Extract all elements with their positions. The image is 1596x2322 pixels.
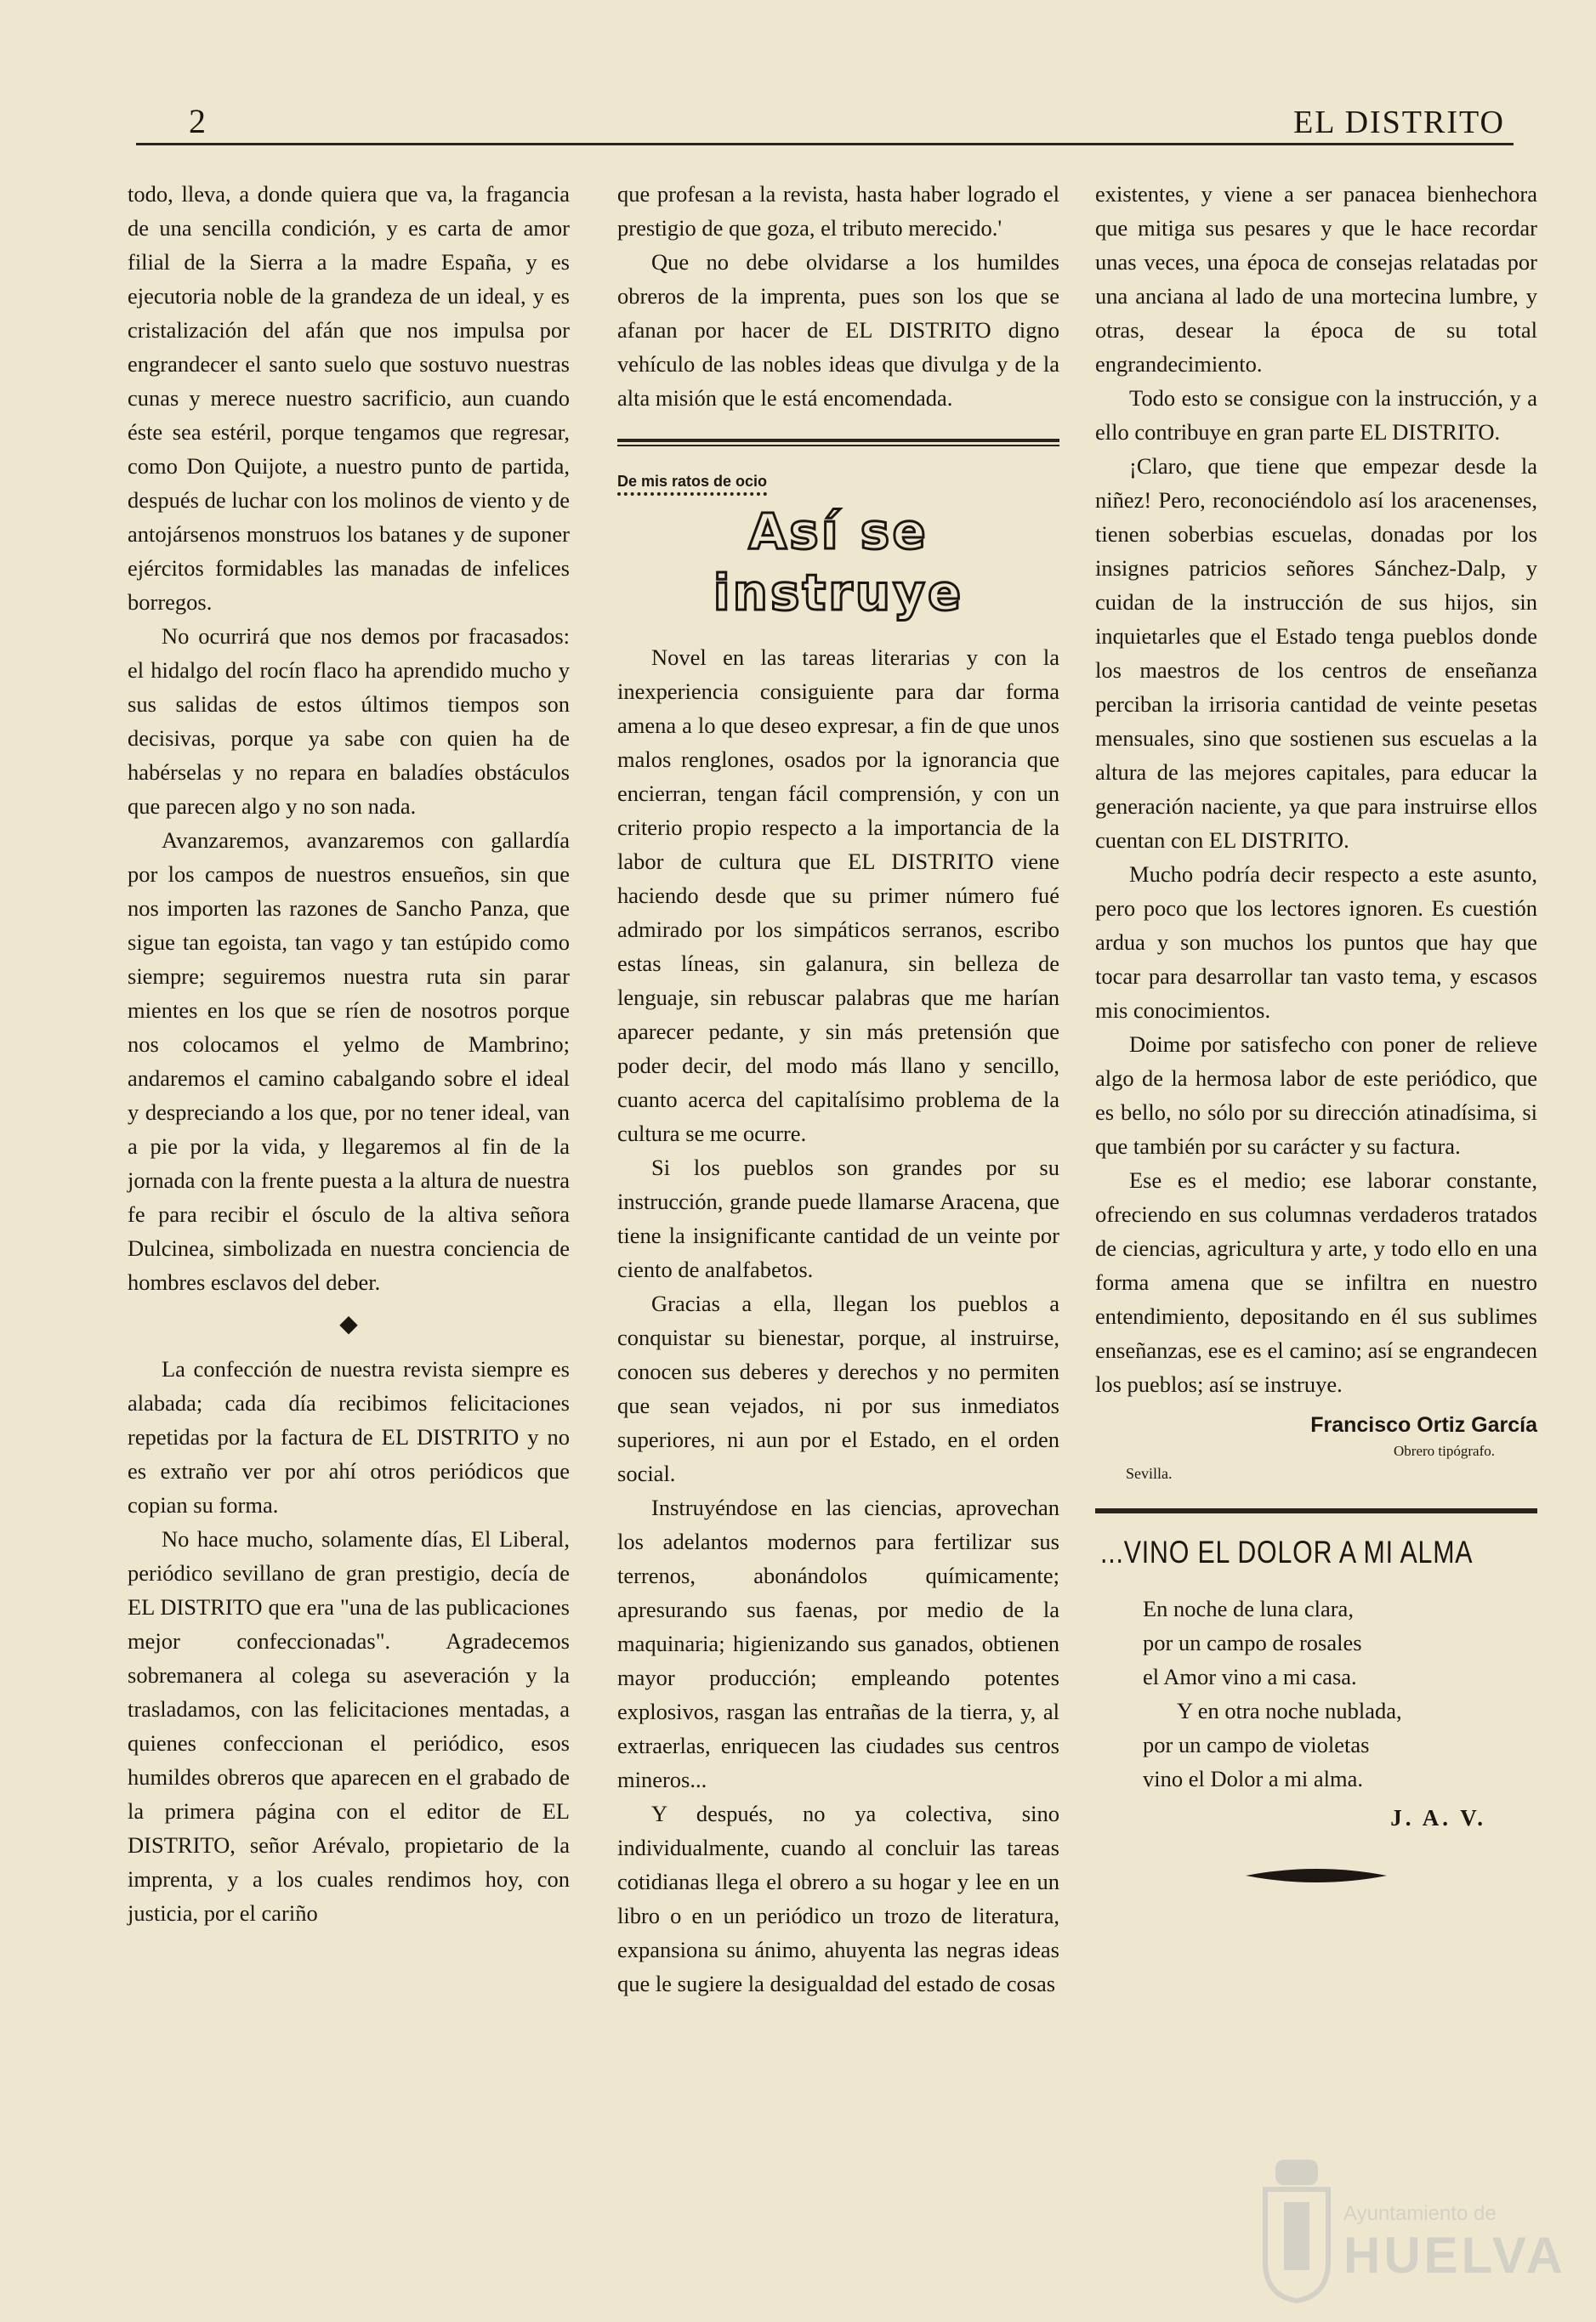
poem-line: el Amor vino a mi casa.	[1143, 1664, 1357, 1689]
page-number: 2	[189, 102, 206, 140]
paragraph: existentes, y viene a ser panacea bienhechora que mitiga sus pesares y que le hace recordar unas veces, una época de consejas relatadas por una anciana al lado de una mortecina lumbre, y otras, desear la época de su total engrandecimiento.	[1095, 181, 1537, 377]
author-role: Obrero tipógrafo.	[1394, 1443, 1495, 1459]
paragraph: Novel en las tareas literarias y con la inexperiencia consiguiente para dar forma amena a lo que deseo expresar, a fin de que unos malos renglones, osados por la ignorancia que encierran, tengan fácil comprensión, y con un criterio propio respecto a la importancia de la labor de cultura que EL DISTRITO viene haciendo desde que su primer número fué admirado por los simpáticos serranos, escribo estas líneas, sin galanura, sin belleza de lenguaje, sin rebuscar palabras que me harían aparecer pedante, y sin más pretensión que poder decir, del modo más llano y sencillo, cuanto acerca del capitalísimo problema de la cultura se me ocurre.	[617, 644, 1059, 1146]
poem-signature: J. A. V.	[1390, 1805, 1486, 1831]
watermark-line1: Ayuntamiento de	[1343, 2202, 1497, 2225]
paragraph: todo, lleva, a donde quiera que va, la fragancia de una sencilla condición, y es carta de amor filial de la Sierra a la madre España, y es ejecutoria noble de la grandeza de un ideal, y es cristalización del afán que nos impulsa por engrandecer el santo suelo que sostuvo nuestras cunas y merece nuestro sacrificio, aun cuando éste sea estéril, porque tengamos que regresar, como Don Quijote, a nuestro punto de partida, después de luchar con los molinos de viento y de antojársenos monstruos los batanes y de suponer ejércitos formidables las manadas de infelices borregos.	[128, 181, 570, 615]
paragraph: que profesan a la revista, hasta haber logrado el prestigio de que goza, el tributo merecido.'	[617, 181, 1059, 241]
end-ornament-icon	[1244, 1865, 1389, 1886]
paragraph: Gracias a ella, llegan los pueblos a conquistar su bienestar, porque, al instruirse, conocen sus deberes y derechos y no permiten que sean vejados, ni por sus inmediatos superiores, ni aun por el Estado, en el orden social.	[617, 1291, 1059, 1486]
masthead: EL DISTRITO	[1293, 105, 1505, 140]
paragraph: La confección de nuestra revista siempre es alabada; cada día recibimos felicitaciones repetidas por la factura de EL DISTRITO y no es extraño ver por ahí otros periódicos que copian su forma.	[128, 1356, 570, 1518]
poem-title: ...VINO EL DOLOR A MI ALMA	[1100, 1535, 1474, 1570]
paragraph: Que no debe olvidarse a los humildes obreros de la imprenta, pues son los que se afanan por hacer de EL DISTRITO digno vehículo de las nobles ideas que divulga y de la alta misión que le está encomendada.	[617, 249, 1059, 411]
paragraph: Ese es el medio; ese laborar constante, ofreciendo en sus columnas verdaderos tratados de ciencias, agricultura y arte, y todo ello en una forma amena que se infiltra en nuestro entendimiento, depositando en él sus sublimes enseñanzas, ese es el camino; así se engrandecen los pueblos; así se instruye.	[1095, 1167, 1537, 1397]
poem	[1095, 1592, 1537, 1796]
watermark-logo	[1258, 2151, 1566, 2313]
paragraph: No ocurrirá que nos demos por fracasados: el hidalgo del rocín flaco ha aprendido mucho y sus salidas de estos últimos tiempos son decisivas, porque ya sabe con quien ha de habérselas y no repara en baladíes obstáculos que parecen algo y no son nada.	[128, 623, 570, 819]
poem-line: por un campo de violetas	[1143, 1732, 1370, 1757]
paragraph: Avanzaremos, avanzaremos con gallardía por los campos de nuestros ensueños, sin que nos importen las razones de Sancho Panza, que sigue tan egoista, tan vago y tan estúpido como siempre; seguiremos nuestra ruta sin parar mientes en los que se ríen de nosotros porque nos colocamos el yelmo de Mambrino; andaremos el camino cabalgando sobre el ideal y despreciando a los que, por no tener ideal, van a pie por la vida, y llegaremos al fin de la jornada con la frente puesta a la altura de nuestra fe para recibir el ósculo de la altiva señora Dulcinea, simbolizada en nuestra conciencia de hombres esclavos del deber.	[128, 827, 570, 1295]
article-title: Así se instruye	[713, 502, 964, 622]
paragraph: Si los pueblos son grandes por su instrucción, grande puede llamarse Aracena, que tiene la insignificante cantidad de un veinte por ciento de analfabetos.	[617, 1155, 1059, 1282]
paragraph: Doime por satisfecho con poner de relieve algo de la hermosa labor de este periódico, que es bello, no sólo por su dirección atinadísima, si que también por su carácter y su factura.	[1095, 1031, 1537, 1159]
poem-line: vino el Dolor a mi alma.	[1143, 1766, 1364, 1791]
thick-rule	[1095, 1508, 1537, 1513]
page-header	[136, 100, 1514, 145]
author-signature: Francisco Ortiz García	[1310, 1413, 1537, 1437]
paragraph: Instruyéndose en las ciencias, aprovechan los adelantos modernos para fertilizar sus terrenos, abonándolos químicamente; apresurando sus faenas, por medio de la maquinaria; higienizando sus ganados, obtienen mayor producción; empleando potentes explosivos, rasgan las entrañas de la tierra, y, al extraerlas, enriquecen las ciudades sus centros mineros...	[617, 1495, 1059, 1792]
column-3	[1095, 177, 1537, 1886]
paragraph: No hace mucho, solamente días, El Liberal, periódico sevillano de gran prestigio, decía de EL DISTRITO que era "una de las publicaciones mejor confeccionadas". Agradecemos sobremanera al colega su aseveración y la trasladamos, con las felicitaciones mentadas, a quienes confeccionan el periódico, esos humildes obreros que aparecen en el grabado de la primera página con el editor de EL DISTRITO, señor Arévalo, propietario de la imprenta, y a los cuales rendimos hoy, con justicia, por el cariño	[128, 1526, 570, 1926]
double-rule	[617, 439, 1059, 446]
paragraph: Y después, no ya colectiva, sino individualmente, cuando al concluir las tareas cotidianas llega el obrero a su hogar y lee en un libro o en un periódico un trozo de literatura, expansiona su ánimo, ahuyenta las negras ideas que le sugiere la desigualdad del estado de cosas	[617, 1801, 1059, 1996]
diamond-separator-icon: ◆	[339, 1311, 358, 1337]
column-1	[128, 177, 570, 1930]
coat-of-arms-icon	[1258, 2151, 1335, 2304]
paragraph: ¡Claro, que tiene que empezar desde la niñez! Pero, reconociéndolo así los aracenenses, tienen soberbias escuelas, donadas por los insignes patricios señores Sánchez-Dalp, y cuidan de la instrucción de sus hijos, sin inquietarles que el Estado tenga pueblos donde los maestros de los centros de enseñanza perciban la irrisoria cantidad de veinte pesetas mensuales, sino que sostienen sus escuelas a la altura de las mejores capitales, para educar la generación naciente, ya que para instruirse ellos cuentan con EL DISTRITO.	[1095, 453, 1537, 853]
poem-line: En noche de luna clara,	[1143, 1596, 1354, 1621]
watermark-line2: HUELVA	[1343, 2227, 1566, 2284]
section-label: De mis ratos de ocio	[617, 472, 767, 496]
paragraph: Todo esto se consigue con la instrucción, y a ello contribuye en gran parte EL DISTRITO.	[1095, 385, 1537, 445]
column-2	[617, 177, 1059, 2001]
paragraph: Mucho podría decir respecto a este asunto, pero poco que los lectores ignoren. Es cuestión ardua y son muchos los puntos que hay que tocar para desarrollar tan vasto tema, y escasos mis conocimientos.	[1095, 861, 1537, 1023]
author-place: Sevilla.	[1126, 1465, 1173, 1482]
poem-line: por un campo de rosales	[1143, 1630, 1362, 1655]
poem-line: Y en otra noche nublada,	[1177, 1698, 1402, 1723]
